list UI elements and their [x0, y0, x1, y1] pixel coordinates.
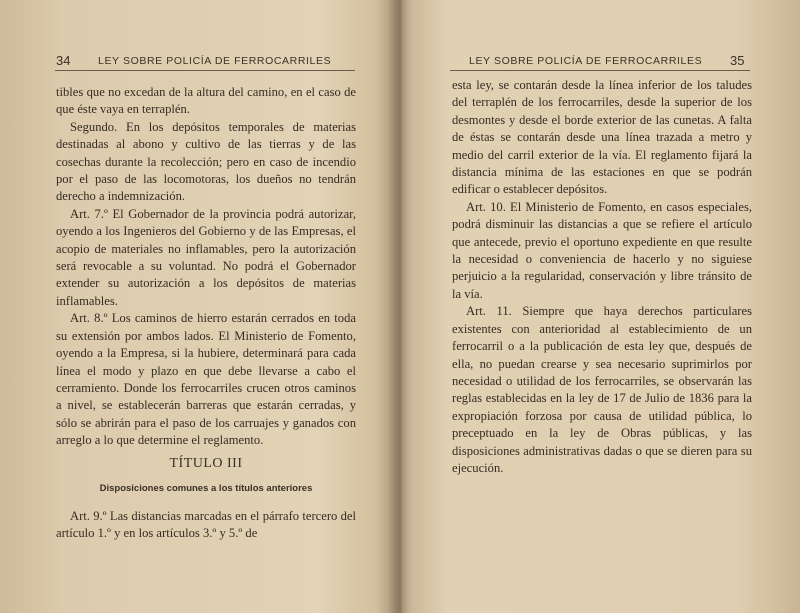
- paragraph: Art. 8.º Los caminos de hierro estarán cerrados en toda su extensión por ambos lados. El Ministerio de Fomento, oyendo a la Empresa, si la hubiere, determinará para cada línea el modo y plazo en que debe llevarse a cabo el cerramiento. Donde los ferrocarriles crucen otros caminos a nivel, se establecerán barreras que estarán cerradas, y sólo se abrirán para el paso de los carruajes y ganados con arreglo a lo que determine el reglamento.: [56, 311, 356, 448]
- paragraph: Art. 10. El Ministerio de Fomento, en casos especiales, podrá disminuir las distancias a que se refiere el artículo que antecede, previo el oportuno expediente en que resulte la necesidad o conveniencia de hacerlo y no siguiese perjuicio a la regularidad, conservación y libre tránsito de la vía.: [452, 199, 752, 301]
- paragraph: tibles que no excedan de la altura del camino, en el caso de que éste vaya en terraplén.: [56, 85, 356, 117]
- paragraph: esta ley, se contarán desde la línea inferior de los taludes del terraplén de los ferrocarriles, desde la superior de los desmontes y desde el borde exterior de las cunetas. A falta de éstas se contarán desde una línea trazada a metro y medio del carril exterior de la vía. El reglamento fijará la distancia mínima de las estaciones en que se podrán edificar o establecer depósitos.: [452, 78, 752, 197]
- paragraph: Art. 9.º Las distancias marcadas en el párrafo tercero del artículo 1.º y en los artículos 3.º y 5.º de: [56, 509, 356, 541]
- header-rule: [450, 70, 750, 71]
- right-page: [405, 0, 800, 613]
- paragraph: Segundo. En los depósitos temporales de materias destinadas al abono y cultivo de las tierras y de las cosechas durante la recolección; pero en caso de incendio por el paso de las locomotoras, los dueños no tendrán derecho a indemnización.: [56, 119, 356, 204]
- page-number: 35: [730, 53, 745, 68]
- running-head: LEY SOBRE POLICÍA DE FERROCARRILES: [469, 55, 703, 67]
- section-title: TÍTULO III: [169, 456, 243, 471]
- left-page: [0, 0, 395, 613]
- body-text: [56, 84, 356, 450]
- paragraph: Art. 11. Siempre que haya derechos particulares existentes con anterioridad al establecimiento de un ferrocarril o a la publicación de esta ley que, después de ella, no puedan crearse y sea necesario suprimirlos por necesidad o utilidad de los ferrocarriles, se observarán las reglas establecidas en la ley de 17 de Julio de 1836 para la expropiación forzosa por causa de utilidad pública, lo preceptuado en la ley de Obras públicas, y las disposiciones administrativas dadas o que se dieren para su ejecución.: [452, 304, 752, 475]
- running-head: LEY SOBRE POLICÍA DE FERROCARRILES: [98, 55, 332, 67]
- article-9-text: [56, 508, 356, 543]
- section-subtitle: Disposiciones comunes a los títulos anteriores: [99, 483, 313, 494]
- body-text: [452, 77, 752, 477]
- header-rule: [55, 70, 355, 71]
- paragraph: Art. 7.º El Gobernador de la provincia podrá autorizar, oyendo a los Ingenieros del Gobierno y de las Empresas, el acopio de materiales no inflamables, pero la autorización será revocable a su voluntad. No podrá el Gobernador extender su autorización a los depósitos de materias inflamables.: [56, 206, 356, 308]
- page-number: 34: [56, 53, 71, 68]
